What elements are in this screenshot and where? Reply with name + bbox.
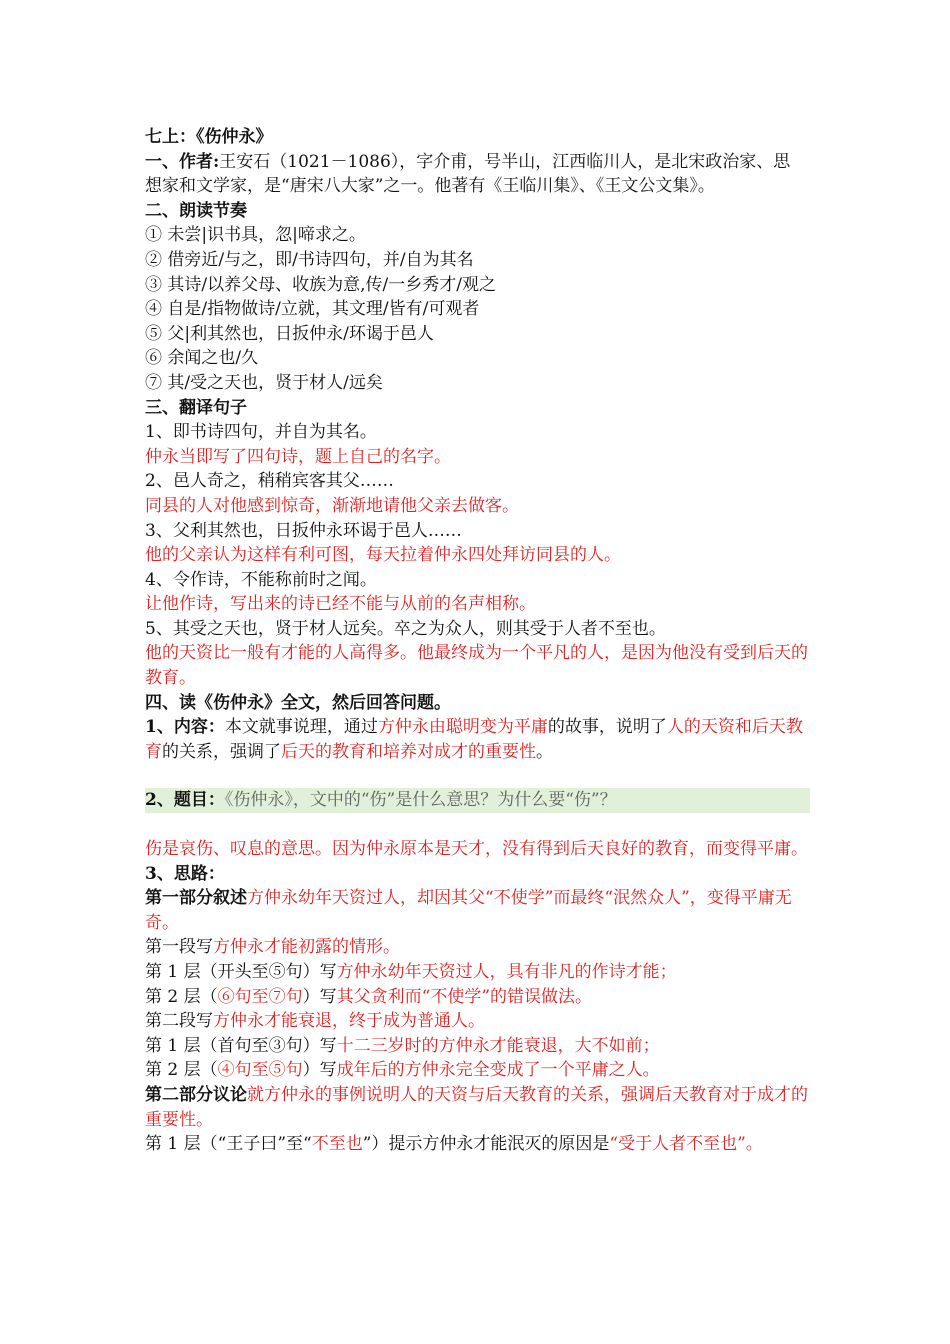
translate-question: 3、父利其然也，日扳仲永环谒于邑人…… <box>145 520 462 541</box>
layer-prefix: 第 2 层（ <box>145 986 218 1007</box>
translate-question: 5、其受之天也，贤于材人远矣。卒之为众人，则其受于人者不至也。 <box>145 618 666 639</box>
translate-question: 1、即书诗四句，并自为其名。 <box>145 422 377 443</box>
layer-text: 十二三岁时的方仲永才能衰退，大不如前； <box>336 1035 660 1056</box>
translate-answer: 他的父亲认为这样有利可图，每天拉着仲永四处拜访同县的人。 <box>145 545 621 566</box>
section1-line <box>145 935 810 960</box>
spacer <box>145 813 810 837</box>
document-content <box>145 125 810 1157</box>
translate-answer: 他的天资比一般有才能的人高得多。他最终成为一个平凡的人，是因为他没有受到后天的教育。 <box>145 643 808 689</box>
content-highlight: 方仲永由聪明变为平庸 <box>377 717 548 738</box>
section2-layer2 <box>145 1058 810 1083</box>
section2-prefix: 第二段写 <box>145 1011 213 1032</box>
layer-mid: ”）提示方仲永才能泯灭的原因是 <box>362 1134 610 1155</box>
author-text-1: 王安石（1021－1086），字介甫，号半山，江西临川人，是北宋政治家、思 <box>219 151 791 172</box>
layer-mid: ）写 <box>302 986 337 1007</box>
layer-prefix: 第 1 层（首句至③句）写 <box>145 1035 337 1056</box>
part1-paragraph <box>145 886 810 935</box>
part2-label: 第二部分议论 <box>145 1084 247 1105</box>
translate-question: 4、令作诗，不能称前时之闻。 <box>145 569 377 590</box>
part1-label: 第一部分叙述 <box>145 888 247 909</box>
content-text: 。 <box>536 741 553 762</box>
section1-text: 方仲永才能初露的情形。 <box>213 937 400 958</box>
rhythm-line: ⑥ 余闻之也/久 <box>145 348 259 369</box>
content-highlight: 人的天资和后天教育 <box>145 717 803 762</box>
content-label: 1、内容： <box>145 717 225 738</box>
section2-line <box>145 1009 810 1034</box>
reading-heading: 四、读《伤仲永》全文，然后回答问题。 <box>145 692 451 713</box>
part2-paragraph <box>145 1083 810 1132</box>
content-text: 的关系，强调了 <box>162 741 281 762</box>
rhythm-line: ④ 自是/指物做诗/立就，其文理/皆有/可观者 <box>145 299 480 320</box>
section1-layer2 <box>145 985 810 1010</box>
layer-mid: ）写 <box>302 1060 337 1081</box>
part2-layer1 <box>145 1132 810 1157</box>
layer-text: “受于人者不至也”。 <box>609 1134 763 1155</box>
part2-text: 就方仲永的事例说明人的天资与后天教育的关系，强调后天教育对于成才的重要性。 <box>145 1084 808 1130</box>
rhythm-heading: 二、朗读节奏 <box>145 200 247 221</box>
page-title: 七上：《伤仲永》 <box>145 127 273 147</box>
rhythm-line: ② 借旁近/与之，即/书诗四句，并/自为其名 <box>145 249 474 270</box>
content-highlight: 后天的教育和培养对成才的重要性 <box>281 741 536 762</box>
topic-question-highlight <box>145 788 810 813</box>
section2-layer1 <box>145 1034 810 1059</box>
content-text: 的故事，说明了 <box>547 717 667 738</box>
author-section <box>145 150 810 199</box>
part1-text: 方仲永幼年天资过人，却因其父“不使学”而最终“泯然众人”，变得平庸无奇。 <box>145 888 792 933</box>
translate-answer: 让他作诗，写出来的诗已经不能与从前的名声相称。 <box>145 594 536 615</box>
layer-range: 不至也 <box>311 1134 363 1155</box>
content-text: 本文就事说理，通过 <box>224 717 378 738</box>
section2-text: 方仲永才能衰退，终于成为普通人。 <box>213 1011 485 1032</box>
layer-prefix: 第 1 层（开头至⑤句）写 <box>145 962 337 982</box>
topic-label: 2、题目： <box>145 790 225 811</box>
translate-answer: 同县的人对他感到惊奇，渐渐地请他父亲去做客。 <box>145 495 519 516</box>
topic-answer: 伤是哀伤、叹息的意思。因为仲永原本是天才，没有得到后天良好的教育，而变得平庸。 <box>145 839 808 860</box>
thinking-label: 3、思路： <box>145 863 225 884</box>
translate-question: 2、邑人奇之，稍稍宾客其父…… <box>145 471 394 492</box>
layer-range: ④句至⑤句 <box>217 1060 303 1081</box>
content-paragraph <box>145 715 810 764</box>
layer-text: 其父贪利而“不使学”的错误做法。 <box>336 986 593 1007</box>
translate-answer: 仲永当即写了四句诗，题上自己的名字。 <box>145 446 451 467</box>
rhythm-line: ⑤ 父|利其然也，日扳仲永/环谒于邑人 <box>145 323 434 344</box>
layer-text: 成年后的方仲永完全变成了一个平庸之人。 <box>336 1060 660 1081</box>
section1-layer1 <box>145 960 810 985</box>
translate-heading: 三、翻译句子 <box>145 397 247 418</box>
layer-prefix: 第 1 层（“王子曰”至“ <box>145 1134 312 1155</box>
author-label: 一、作者: <box>145 151 220 172</box>
rhythm-line: ⑦ 其/受之天也，贤于材人/远矣 <box>145 372 383 393</box>
section1-prefix: 第一段写 <box>145 937 213 958</box>
author-text-2: 想家和文学家，是“唐宋八大家”之一。他著有《王临川集》、《王文公文集》。 <box>145 176 715 197</box>
rhythm-line: ① 未尝|识书具，忽|啼求之。 <box>145 225 366 246</box>
spacer <box>145 764 810 788</box>
rhythm-line: ③ 其诗/以养父母、收族为意,传/一乡秀才/观之 <box>145 274 496 295</box>
layer-range: ⑥句至⑦句 <box>217 986 303 1007</box>
layer-prefix: 第 2 层（ <box>145 1060 218 1081</box>
topic-question: 《伤仲永》，文中的“伤”是什么意思？为什么要“伤”？ <box>224 790 617 811</box>
layer-text: 方仲永幼年天资过人，具有非凡的作诗才能； <box>336 962 677 982</box>
